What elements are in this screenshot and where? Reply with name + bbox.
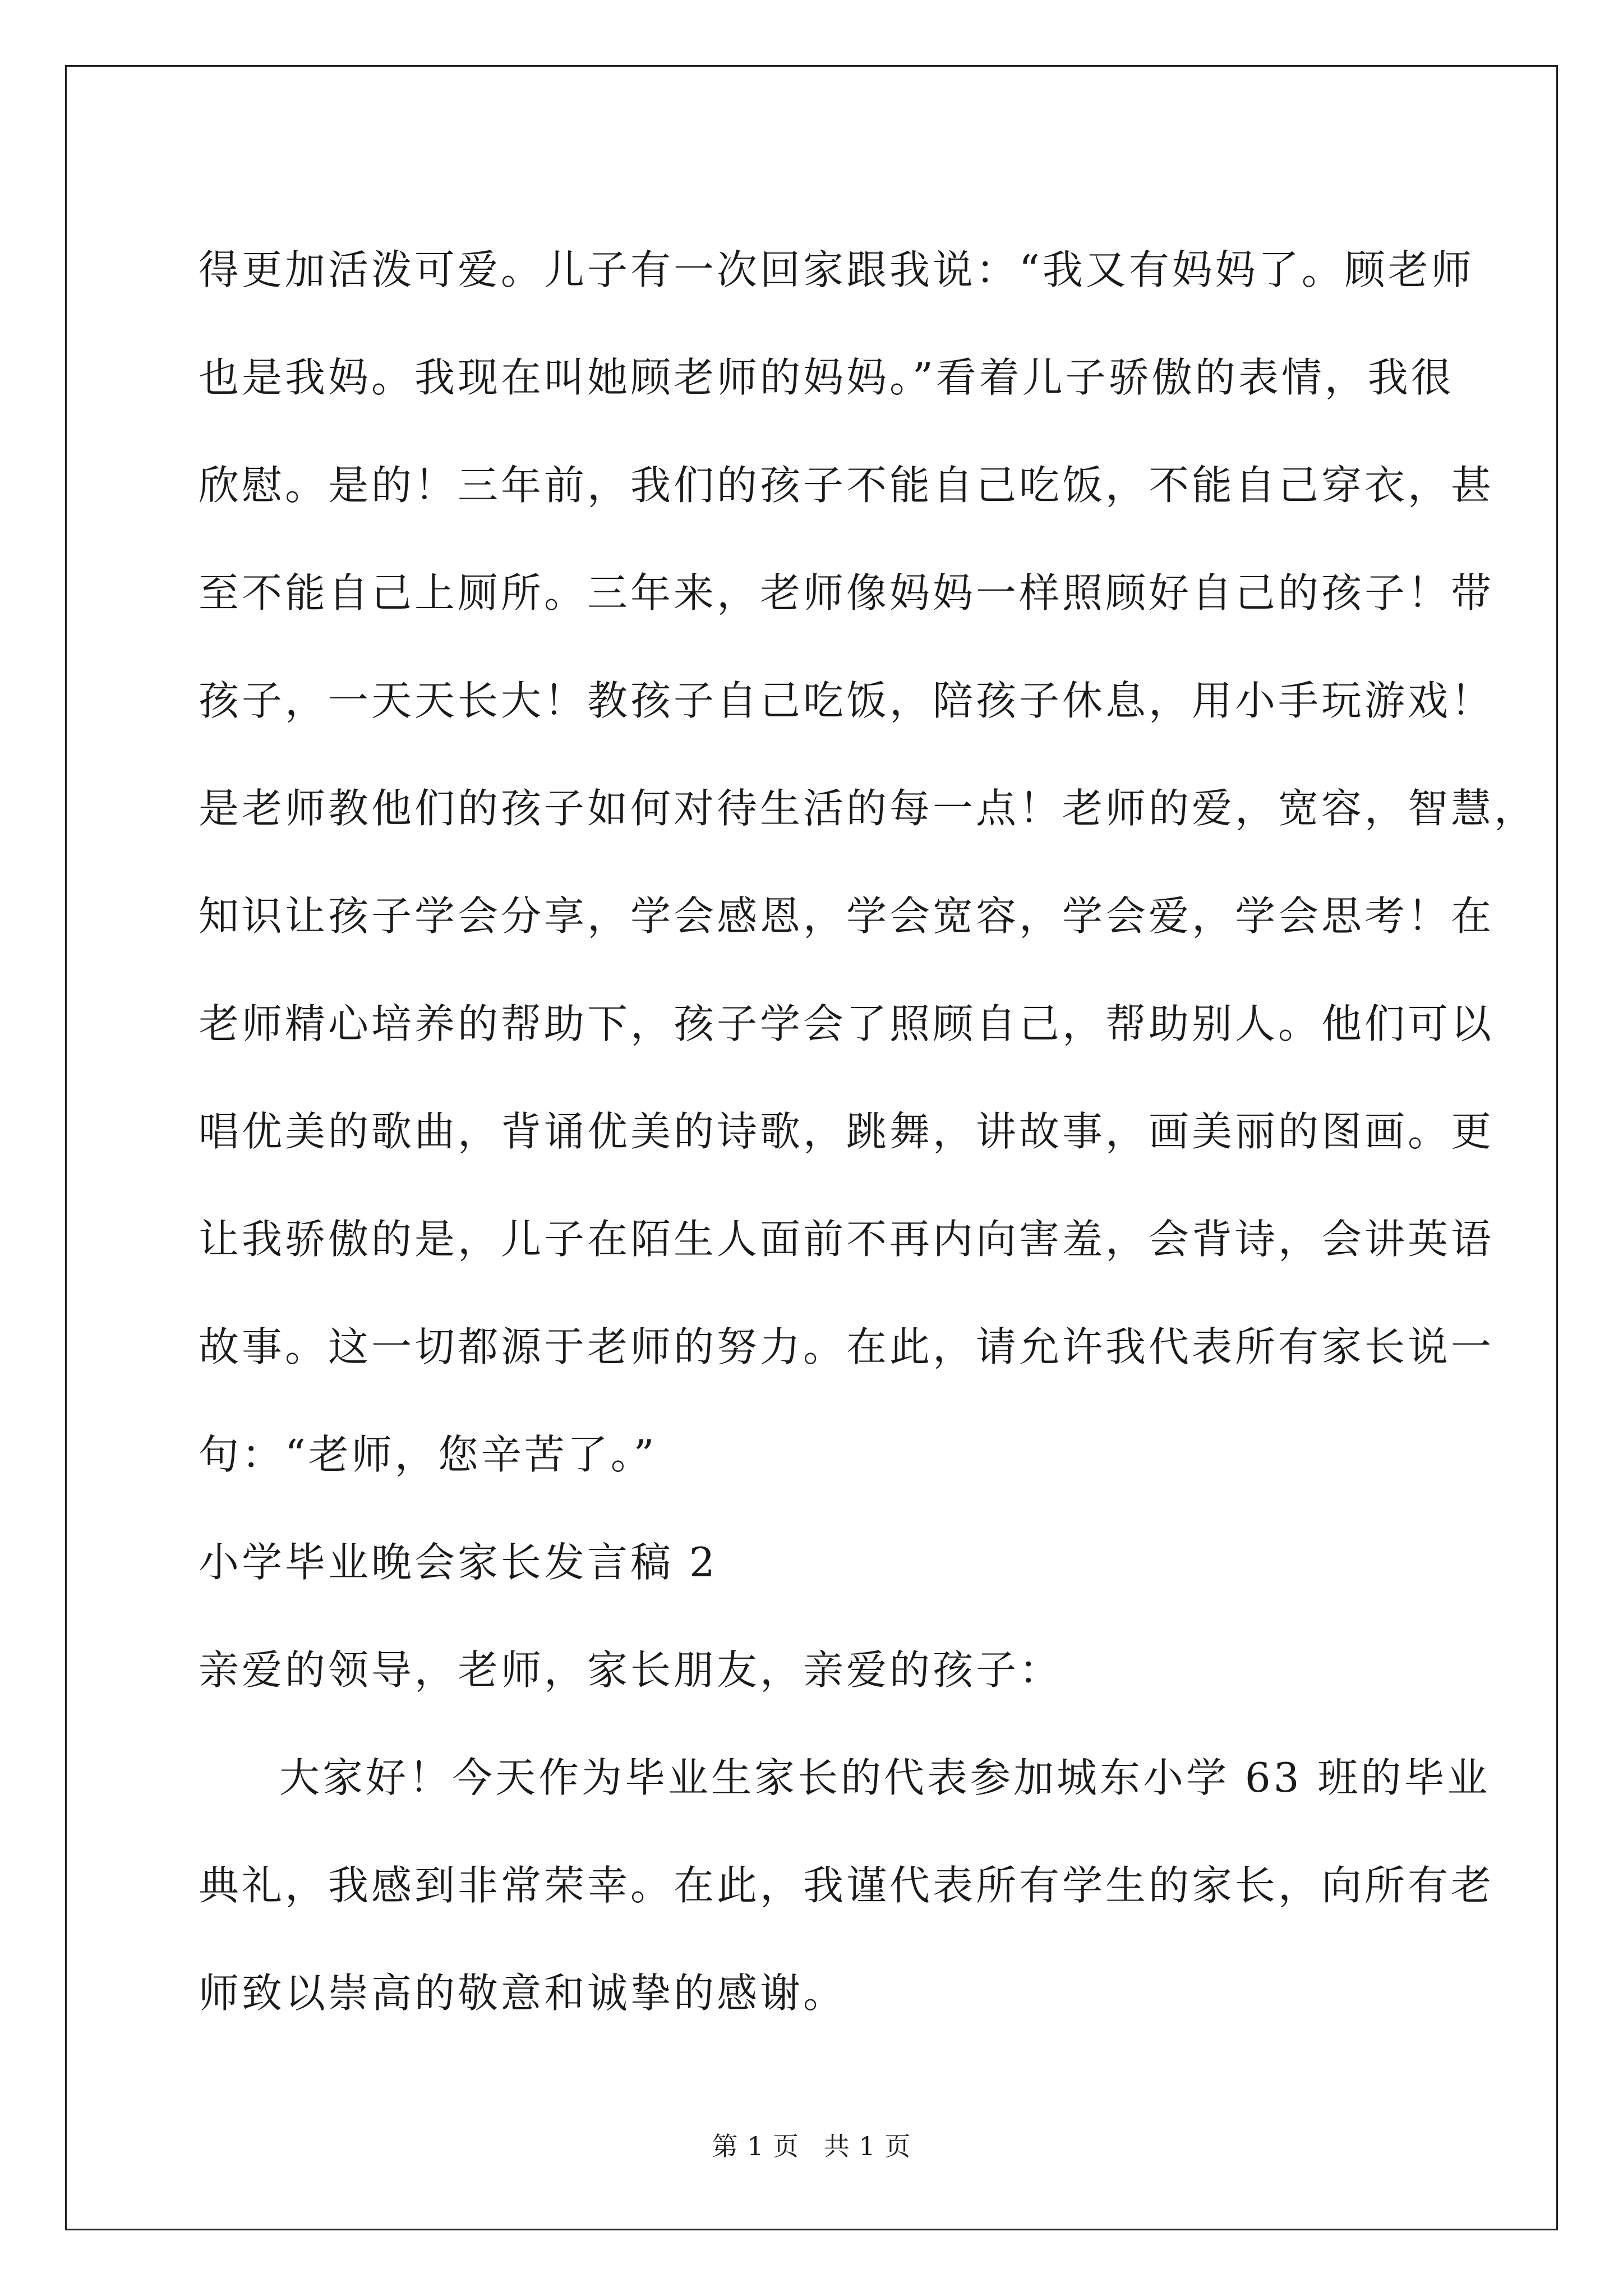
text-line: 句：“老师，您辛苦了。”: [199, 1431, 657, 1478]
text-line: 得更加活泼可爱。儿子有一次回家跟我说：“我又有妈妈了。顾老师: [199, 246, 1474, 293]
text-line: 大家好！今天作为毕业生家长的代表参加城东小学 63 班的毕业: [279, 1754, 1491, 1801]
document-body: [199, 216, 1538, 2047]
text-line: 孩子，一天天长大！教孩子自己吃饭，陪孩子休息，用小手玩游戏！: [199, 677, 1495, 724]
text-line: 唱优美的歌曲，背诵优美的诗歌，跳舞，讲故事，画美丽的图画。更: [199, 1108, 1495, 1155]
salutation: [199, 1616, 1460, 1724]
text-line: 典礼，我感到非常荣幸。在此，我谨代表所有学生的家长，向所有老: [199, 1862, 1495, 1909]
page-number: 第 1 页: [712, 2131, 800, 2161]
section-title-text: 小学毕业晚会家长发言稿 2: [199, 1539, 718, 1586]
salutation-text: 亲爱的领导，老师，家长朋友，亲爱的孩子：: [199, 1646, 1063, 1694]
text-line: 让我骄傲的是，儿子在陌生人面前不再内向害羞，会背诗，会讲英语: [199, 1216, 1495, 1263]
paragraph-2: [199, 1724, 1495, 2047]
section-title: [199, 1508, 1460, 1616]
text-line: 欣慰。是的！三年前，我们的孩子不能自己吃饭，不能自己穿衣，甚: [199, 462, 1495, 509]
total-pages: 共 1 页: [823, 2131, 911, 2161]
text-line: 知识让孩子学会分享，学会感恩，学会宽容，学会爱，学会思考！在: [199, 892, 1495, 940]
page-footer: [0, 2126, 1623, 2163]
text-line: 师致以崇高的敬意和诚挚的感谢。: [199, 1970, 847, 2017]
text-line: 也是我妈。我现在叫她顾老师的妈妈。”看着儿子骄傲的表情，我很: [199, 354, 1454, 401]
text-line: 故事。这一切都源于老师的努力。在此，请允许我代表所有家长说一: [199, 1323, 1495, 1370]
paragraph-1: [199, 216, 1538, 1508]
text-line: 是老师教他们的孩子如何对待生活的每一点！老师的爱，宽容，智慧，: [199, 785, 1538, 832]
text-line: 老师精心培养的帮助下，孩子学会了照顾自己，帮助别人。他们可以: [199, 1000, 1495, 1047]
text-line: 至不能自己上厕所。三年来，老师像妈妈一样照顾好自己的孩子！带: [199, 569, 1495, 616]
